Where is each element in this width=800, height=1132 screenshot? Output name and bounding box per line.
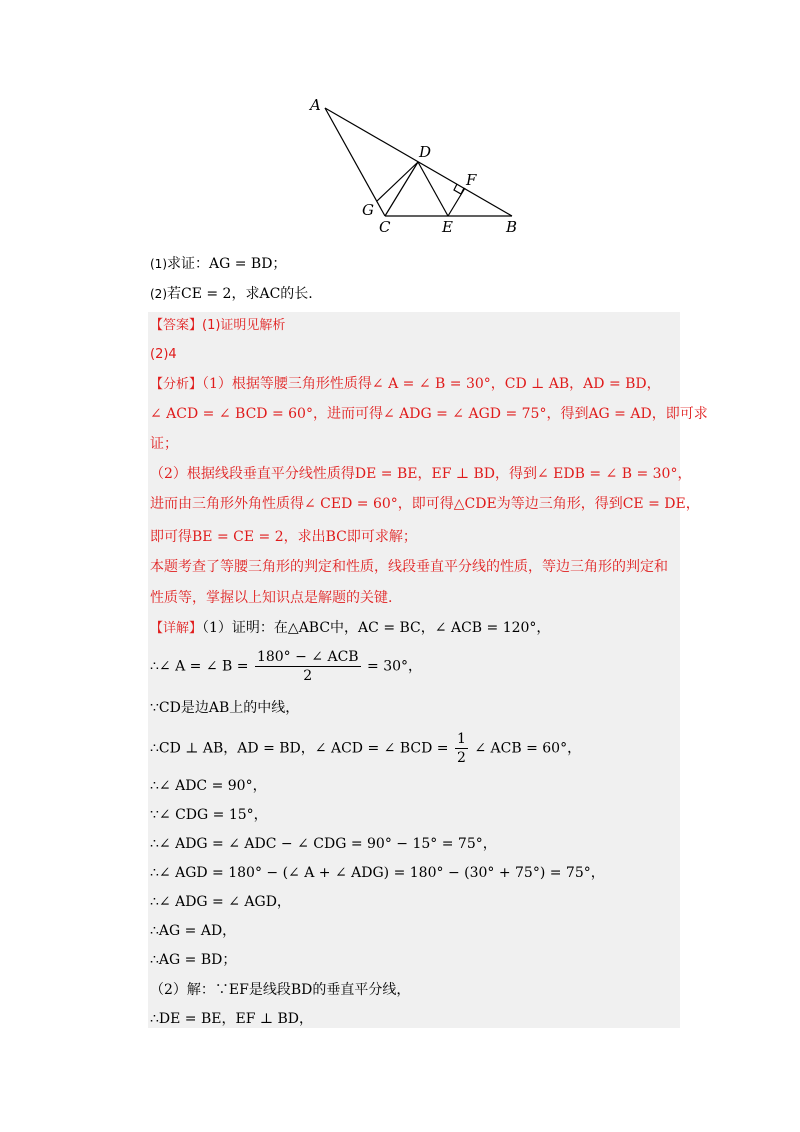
- detail-line-7: ∴∠ ADG = ∠ ADC − ∠ CDG = 90° − 15° = 75°，: [150, 836, 497, 852]
- detail-line-9: ∴∠ ADG = ∠ AGD，: [150, 894, 291, 910]
- analysis-line-7: 本题考查了等腰三角形的判定和性质，线段垂直平分线的性质，等边三角形的判定和: [150, 559, 668, 575]
- fraction-angle: $\frac{\text{180° − ∠ ACB}}{2}$: [256, 649, 359, 684]
- answer-part2: (2)4: [150, 347, 177, 362]
- question-2: (2)若CE = 2，求AC的长.: [150, 286, 313, 302]
- analysis-line-8: 性质等，掌握以上知识点是解题的关键.: [150, 590, 393, 606]
- analysis-line-2: ∠ ACD = ∠ BCD = 60°，进而可得∠ ADG = ∠ AGD = 75°，得到AG = AD，即可求: [150, 406, 708, 422]
- label-D: D: [419, 143, 432, 161]
- label-A: A: [310, 96, 321, 114]
- answer-tag: 【答案】: [150, 318, 203, 333]
- detail-line-13: ∴DE = BE，EF ⊥ BD，: [150, 1011, 314, 1027]
- segment-AC: [325, 108, 385, 216]
- detail-line-1: 【详解】（1）证明：在△ABC中，AC = BC，∠ ACB = 120°，: [150, 620, 551, 636]
- answer-line: [150, 316, 285, 336]
- analysis-line-6: 即可得BE = CE = 2，求出BC即可求解；: [150, 529, 417, 545]
- detail-line-5: ∴∠ ADC = 90°，: [150, 778, 267, 794]
- analysis-line-5: 进而由三角形外角性质得∠ CED = 60°，即可得△CDE为等边三角形，得到CE = DE，: [150, 496, 700, 512]
- answer-part1: (1)证明见解析: [202, 318, 286, 333]
- detail-tag: 【详解】: [150, 621, 203, 636]
- label-C: C: [379, 218, 391, 236]
- analysis-tag: 【分析】: [150, 377, 203, 392]
- detail-line-2: ∴∠ A = ∠ B = $\frac{\text{180° − ∠ ACB}}{2}$ = 30°，: [150, 649, 423, 684]
- detail-line-12: （2）解：∵EF是线段BD的垂直平分线，: [150, 982, 411, 998]
- question-1: (1)求证：AG = BD；: [150, 256, 287, 272]
- analysis-line-4: （2）根据线段垂直平分线性质得DE = BE，EF ⊥ BD，得到∠ EDB = ∠ B = 30°，: [150, 466, 692, 482]
- detail-line-10: ∴AG = AD，: [150, 923, 237, 939]
- fraction-half: $\frac{1}{2}$: [456, 731, 466, 766]
- detail-line-6: ∵∠ CDG = 15°，: [150, 807, 268, 823]
- label-G: G: [362, 201, 374, 219]
- analysis-line-3: 证；: [150, 436, 178, 452]
- label-B: B: [506, 218, 518, 236]
- label-E: E: [442, 218, 453, 236]
- detail-line-3: ∵CD是边AB上的中线，: [150, 700, 300, 716]
- analysis-line-1: 【分析】（1）根据等腰三角形性质得∠ A = ∠ B = 30°，CD ⊥ AB，AD = BD，: [150, 376, 661, 392]
- detail-line-11: ∴AG = BD；: [150, 952, 237, 968]
- detail-line-4: ∴CD ⊥ AB，AD = BD，∠ ACD = ∠ BCD = $\frac{1}{2}$ ∠ ACB = 60°，: [150, 731, 582, 766]
- detail-line-8: ∴∠ AGD = 180° − (∠ A + ∠ ADG) = 180° − (30° + 75°) = 75°，: [150, 865, 605, 881]
- label-F: F: [466, 171, 477, 189]
- geometry-figure: [300, 90, 540, 240]
